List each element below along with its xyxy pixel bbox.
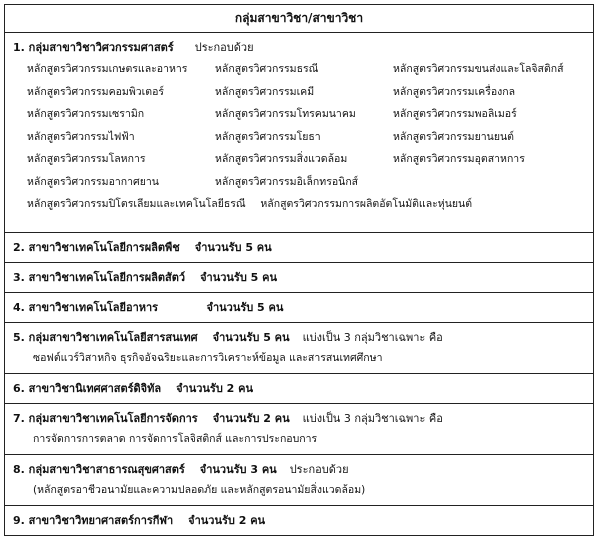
program-item: หลักสูตรวิศวกรรมขนส่งและโลจิสติกส์	[393, 63, 564, 75]
row-title: 6. สาขาวิชานิเทศศาสตร์ดิจิทัล	[13, 382, 162, 395]
row-count: จำนวนรับ 5 คน	[212, 331, 290, 344]
row-title: 3. สาขาวิชาเทคโนโลยีการผลิตสัตว์	[13, 271, 186, 284]
row-count: จำนวนรับ 2 คน	[176, 382, 254, 395]
program-item: หลักสูตรวิศวกรรมเคมี	[215, 85, 315, 98]
table-header: กลุ่มสาขาวิชา/สาขาวิชา	[234, 11, 364, 25]
row-title: 5. กลุ่มสาขาวิชาเทคโนโลยีสารสนเทศ	[13, 331, 198, 344]
row-count: จำนวนรับ 2 คน	[212, 412, 290, 425]
group-engineering	[5, 32, 593, 232]
row-suffix: ประกอบด้วย	[289, 463, 349, 476]
row-title: 9. สาขาวิชาวิทยาศาสตร์การกีฬา	[13, 514, 174, 527]
program-item: หลักสูตรวิศวกรรมคอมพิวเตอร์	[27, 85, 165, 98]
row-count: จำนวนรับ 3 คน	[199, 463, 277, 476]
program-item: หลักสูตรวิศวกรรมการผลิตอัตโนมัติและหุ่นยนต์	[260, 198, 473, 210]
row-suffix: แบ่งเป็น 3 กลุ่มวิชาเฉพาะ คือ	[302, 331, 443, 344]
row-digital-communication	[5, 373, 593, 403]
row-count: จำนวนรับ 2 คน	[188, 514, 266, 527]
program-item: หลักสูตรวิศวกรรมไฟฟ้า	[27, 130, 135, 143]
program-item: หลักสูตรวิศวกรรมพอลิเมอร์	[393, 108, 517, 120]
row-plant-production	[5, 232, 593, 262]
program-item: หลักสูตรวิศวกรรมธรณี	[215, 63, 319, 75]
program-item: หลักสูตรวิศวกรรมเกษตรและอาหาร	[27, 63, 188, 75]
row-count: จำนวนรับ 5 คน	[200, 271, 277, 284]
row-detail: (หลักสูตรอาชีวอนามัยและความปลอดภัย และหลักสูตรอนามัยสิ่งแวดล้อม)	[33, 484, 366, 496]
program-item: หลักสูตรวิศวกรรมปิโตรเลียมและเทคโนโลยีธรณี	[27, 198, 246, 210]
program-item: หลักสูตรวิศวกรรมเซรามิก	[27, 108, 145, 120]
program-item: หลักสูตรวิศวกรรมโยธา	[215, 130, 321, 143]
program-item: หลักสูตรวิศวกรรมอากาศยาน	[27, 175, 159, 188]
row-title: 7. กลุ่มสาขาวิชาเทคโนโลยีการจัดการ	[13, 412, 198, 425]
program-item: หลักสูตรวิศวกรรมอุตสาหการ	[393, 153, 525, 165]
program-item: หลักสูตรวิศวกรรมเครื่องกล	[393, 85, 516, 98]
program-item: หลักสูตรวิศวกรรมสิ่งแวดล้อม	[215, 153, 348, 165]
program-item	[393, 171, 585, 194]
row-sports-science	[5, 505, 593, 535]
program-last-line	[13, 193, 585, 215]
program-list	[13, 58, 585, 193]
row-title: 8. กลุ่มสาขาวิชาสาธารณสุขศาสตร์	[13, 463, 185, 476]
row-information-technology	[5, 322, 593, 373]
program-item: หลักสูตรวิศวกรรมยานยนต์	[393, 130, 514, 143]
row-count: จำนวนรับ 5 คน	[206, 301, 284, 314]
row-count: จำนวนรับ 5 คน	[194, 241, 272, 254]
row-detail: การจัดการการตลาด การจัดการโลจิสติกส์ และการประกอบการ	[33, 433, 318, 445]
row-food-technology	[5, 292, 593, 322]
row-public-health	[5, 454, 593, 505]
row-management-technology	[5, 403, 593, 454]
program-item: หลักสูตรวิศวกรรมอิเล็กทรอนิกส์	[215, 175, 359, 188]
program-item: หลักสูตรวิศวกรรมโลหการ	[27, 153, 146, 165]
program-table	[4, 4, 594, 536]
group-suffix: ประกอบด้วย	[194, 41, 254, 54]
row-detail: ซอฟต์แวร์วิสาหกิจ ธุรกิจอัจฉริยะและการวิเคราะห์ข้อมูล และสารสนเทศศึกษา	[33, 352, 383, 364]
row-title: 2. สาขาวิชาเทคโนโลยีการผลิตพืช	[13, 241, 180, 254]
row-title: 4. สาขาวิชาเทคโนโลยีอาหาร	[13, 301, 159, 314]
group-title: 1. กลุ่มสาขาวิชาวิศวกรรมศาสตร์	[13, 41, 174, 54]
row-animal-production	[5, 262, 593, 292]
program-item: หลักสูตรวิศวกรรมโทรคมนาคม	[215, 108, 356, 120]
row-suffix: แบ่งเป็น 3 กลุ่มวิชาเฉพาะ คือ	[302, 412, 443, 425]
